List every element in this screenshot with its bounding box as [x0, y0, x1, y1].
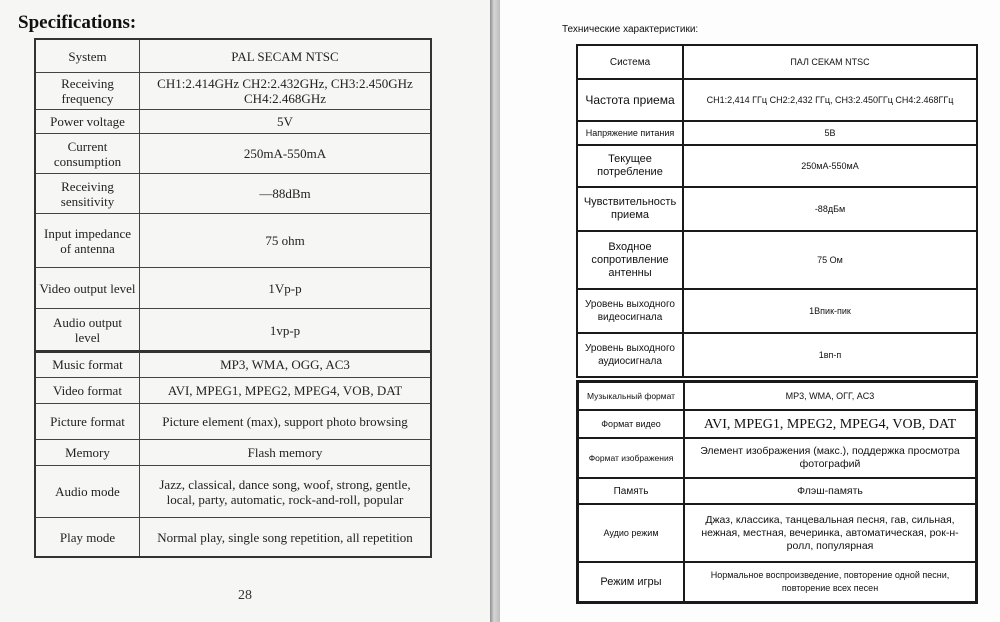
en-spec-table-1: [34, 38, 432, 353]
table-row: [36, 174, 430, 214]
spec-value: 1vp-p: [269, 322, 301, 338]
spec-value: CH1:2.414GHz CH2:2.432GHz, CH3:2.450GHz CH4:2.468GHz: [157, 76, 413, 106]
table-row: [36, 134, 430, 174]
spec-value: ПАЛ СЕКАМ NTSC: [790, 56, 870, 67]
table-row: [578, 334, 976, 376]
spec-value: 250mA-550mA: [243, 146, 327, 161]
spec-value: -88дБм: [814, 203, 846, 214]
spec-label: Музыкальный формат: [579, 383, 685, 409]
table-row: [36, 110, 430, 134]
table-row: [578, 232, 976, 290]
table-row: [36, 440, 430, 466]
spec-label: Память: [579, 479, 685, 503]
spec-value: MP3, WMA, ОГГ, AC3: [785, 390, 875, 401]
page-number: 28: [238, 588, 252, 603]
spec-label: Power voltage: [36, 110, 140, 133]
russian-page: [500, 0, 1000, 622]
spec-label: Receiving sensitivity: [36, 174, 140, 213]
table-row: [36, 352, 430, 378]
spec-label: Video output level: [36, 268, 140, 308]
spec-value: Normal play, single song repetition, all repetition: [157, 529, 413, 545]
table-row: [36, 378, 430, 404]
spec-label: Input impedance of antenna: [36, 214, 140, 267]
spec-label: Входное сопротивление антенны: [578, 232, 684, 288]
spec-label: Picture format: [36, 404, 140, 439]
table-row: [579, 383, 975, 411]
spec-label: Аудио режим: [579, 505, 685, 561]
spec-value: 5В: [824, 127, 836, 138]
spec-label: Формат видео: [579, 411, 685, 437]
spec-label: Audio mode: [36, 466, 140, 517]
book-gutter: [490, 0, 500, 622]
spec-value: AVI, MPEG1, MPEG2, MPEG4, VOB, DAT: [703, 416, 957, 432]
spec-value: Jazz, classical, dance song, woof, strong, gentle, local, party, automatic, rock-and-roll, popular: [159, 476, 411, 507]
table-row: [578, 188, 976, 232]
specifications-title: Specifications:: [18, 12, 137, 33]
ru-spec-table-2: [576, 380, 978, 604]
en-spec-table-2: [34, 350, 432, 558]
table-row: [578, 46, 976, 80]
spec-label: Напряжение питания: [578, 122, 684, 144]
spec-label: Уровень выходного аудиосигнала: [578, 334, 684, 376]
spec-label: Current consumption: [36, 134, 140, 173]
spec-label: Чувствительность приема: [578, 188, 684, 230]
table-row: [578, 80, 976, 122]
spec-label: Play mode: [36, 518, 140, 556]
table-row: [36, 309, 430, 351]
table-row: [36, 214, 430, 268]
specifications-title-ru: Технические характеристики:: [562, 24, 699, 35]
spec-label: Receiving frequency: [36, 73, 140, 109]
spec-value: —88dBm: [259, 186, 311, 201]
spec-value: 75 Ом: [817, 254, 843, 265]
table-row: [578, 122, 976, 146]
spec-value: Джаз, классика, танцевальная песня, гав, сильная, нежная, местная, вечеринка, автоматическая, рок-н-ролл, популярная: [701, 513, 959, 552]
spec-label: Текущее потребление: [578, 146, 684, 186]
spec-label: Формат изображения: [579, 439, 685, 477]
spec-value: 75 ohm: [265, 233, 305, 248]
table-row: [36, 404, 430, 440]
spec-label: Memory: [36, 440, 140, 465]
table-row: [36, 268, 430, 309]
spec-label: Audio output level: [36, 309, 140, 351]
table-row: [579, 563, 975, 601]
table-row: [579, 505, 975, 563]
spec-label: Video format: [36, 378, 140, 403]
spec-label: Система: [578, 46, 684, 78]
spec-value: 1вп-п: [818, 349, 842, 360]
table-row: [36, 40, 430, 73]
english-page: [0, 0, 490, 622]
spec-value: 250мА-550мА: [801, 160, 859, 171]
spec-value: MP3, WMA, OGG, AC3: [220, 357, 350, 372]
spec-value: Элемент изображения (макс.), поддержка просмотра фотографий: [700, 445, 960, 470]
table-row: [36, 466, 430, 518]
spec-label: Music format: [36, 352, 140, 377]
spec-value: 1Vp-p: [268, 280, 302, 296]
spec-value: Флэш-память: [797, 484, 863, 497]
spec-value: 1Впик-пик: [809, 305, 851, 316]
table-row: [578, 290, 976, 334]
table-row: [579, 411, 975, 439]
spec-value: Flash memory: [247, 445, 323, 460]
spec-value: PAL SECAM NTSC: [231, 48, 339, 64]
spec-value: Picture element (max), support photo browsing: [162, 414, 408, 429]
table-row: [36, 73, 430, 110]
spec-label: Уровень выходного видеосигнала: [578, 290, 684, 332]
table-row: [36, 518, 430, 556]
spec-value: AVI, MPEG1, MPEG2, MPEG4, VOB, DAT: [167, 383, 403, 398]
ru-spec-table-1: [576, 44, 978, 378]
spec-label: Режим игры: [579, 563, 685, 601]
spec-value: CH1:2,414 ГГц CH2:2,432 ГГц, CH3:2.450ГГц CH4:2.468ГГц: [706, 94, 954, 105]
spec-label: Частота приема: [578, 80, 684, 120]
table-row: [578, 146, 976, 188]
table-row: [579, 479, 975, 505]
spec-value: Нормальное воспроизведение, повторение одной песни, повторение всех песен: [710, 570, 950, 593]
spec-value: 5V: [277, 114, 293, 129]
spec-label: System: [36, 40, 140, 72]
table-row: [579, 439, 975, 479]
